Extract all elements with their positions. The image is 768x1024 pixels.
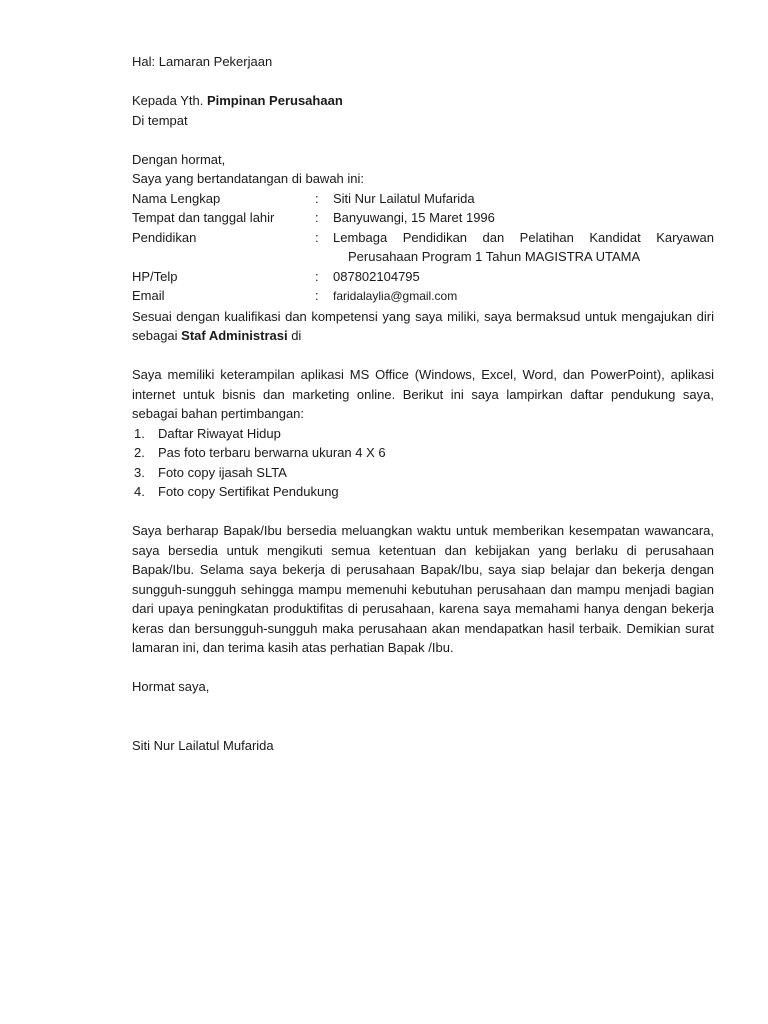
purpose-text-before: Sesuai dengan kualifikasi dan kompetensi yang saya miliki, saya bermaksud untuk mengajukan diri sebagai (132, 308, 714, 343)
purpose-text-after: di (287, 328, 302, 343)
list-item (132, 482, 714, 502)
detail-value: Banyuwangi, 15 Maret 1996 (333, 210, 495, 225)
detail-row-phone (132, 267, 714, 287)
list-item (132, 424, 714, 444)
purpose-position: Staf Administrasi (181, 328, 288, 343)
list-item-number: 3. (134, 464, 145, 480)
list-item-text: Foto copy ijasah SLTA (158, 464, 287, 480)
recipient-name: Pimpinan Perusahaan (206, 93, 343, 108)
detail-row-email (132, 286, 714, 307)
detail-label: Tempat dan tanggal lahir (132, 210, 275, 225)
detail-colon: : (315, 288, 319, 303)
list-item (132, 463, 714, 483)
detail-value (333, 286, 714, 307)
closing-paragraph: Saya berharap Bapak/Ibu bersedia meluangkan waktu untuk memberikan kesempatan wawancara, saya bersedia untuk mengikuti semua ketentuan dan kebijakan yang berlaku di perusahaan Bapak/Ibu. Selama saya bekerja di perusahaan Bapak/Ibu, saya siap belajar dan bekerja dengan sungguh-sungguh sehingga mampu memenuhi kebutuhan perusahaan dan mampu menjadi bagian dari upaya peningkatan produktifitas di perusahaan, karena saya memahami hanya dengan bekerja keras dan bersungguh-sungguh maka perusahaan akan mendapatkan hasil terbaik. Demikian surat lamaran ini, dan terima kasih atas perhatian Bapak /Ibu. (132, 523, 714, 655)
letter-greeting: Dengan hormat, (132, 151, 226, 167)
education-line-2: Perusahaan Program 1 Tahun MAGISTRA UTAMA (348, 249, 641, 264)
detail-value (333, 228, 714, 267)
signer-name: Siti Nur Lailatul Mufarida (132, 737, 274, 753)
detail-value: 087802104795 (333, 268, 420, 284)
list-item-number: 2. (134, 445, 145, 460)
detail-colon: : (315, 190, 319, 206)
letter-intro: Saya yang bertandatangan di bawah ini: (132, 171, 365, 186)
recipient-prefix: Kepada Yth. (132, 93, 207, 108)
detail-label: Nama Lengkap (132, 190, 221, 206)
detail-row-education (132, 228, 714, 267)
detail-label: Pendidikan (132, 229, 197, 245)
detail-label: HP/Telp (132, 268, 178, 284)
list-item (132, 443, 714, 463)
applicant-details (132, 189, 714, 307)
detail-colon: : (315, 229, 319, 245)
list-item-number: 1. (134, 425, 145, 441)
letter-page (132, 52, 714, 755)
detail-row-birth (132, 208, 714, 228)
detail-label: Email (132, 288, 165, 303)
sign-off: Hormat saya, (132, 679, 210, 694)
recipient-place: Di tempat (132, 112, 188, 128)
list-item-number: 4. (134, 484, 145, 499)
detail-value: Siti Nur Lailatul Mufarida (333, 190, 475, 206)
detail-colon: : (315, 210, 319, 225)
list-item-text: Foto copy Sertifikat Pendukung (158, 484, 339, 499)
skills-paragraph: Saya memiliki keterampilan aplikasi MS Office (Windows, Excel, Word, dan PowerPoint), aplikasi internet untuk bisnis dan marketing online. Berikut ini saya lampirkan daftar pendukung saya, sebagai bahan pertimbangan: (132, 367, 714, 421)
letter-subject: Hal: Lamaran Pekerjaan (132, 54, 273, 69)
detail-row-name (132, 189, 714, 209)
letter-recipient (132, 91, 714, 111)
list-item-text: Pas foto terbaru berwarna ukuran 4 X 6 (158, 445, 386, 460)
email-value: faridalaylia@gmail.com (333, 289, 458, 303)
purpose-paragraph (132, 307, 714, 346)
list-item-text: Daftar Riwayat Hidup (158, 425, 281, 441)
education-line-1: Lembaga Pendidikan dan Pelatihan Kandidat Karyawan (333, 229, 714, 245)
attachment-list (132, 424, 714, 502)
detail-colon: : (315, 268, 319, 284)
